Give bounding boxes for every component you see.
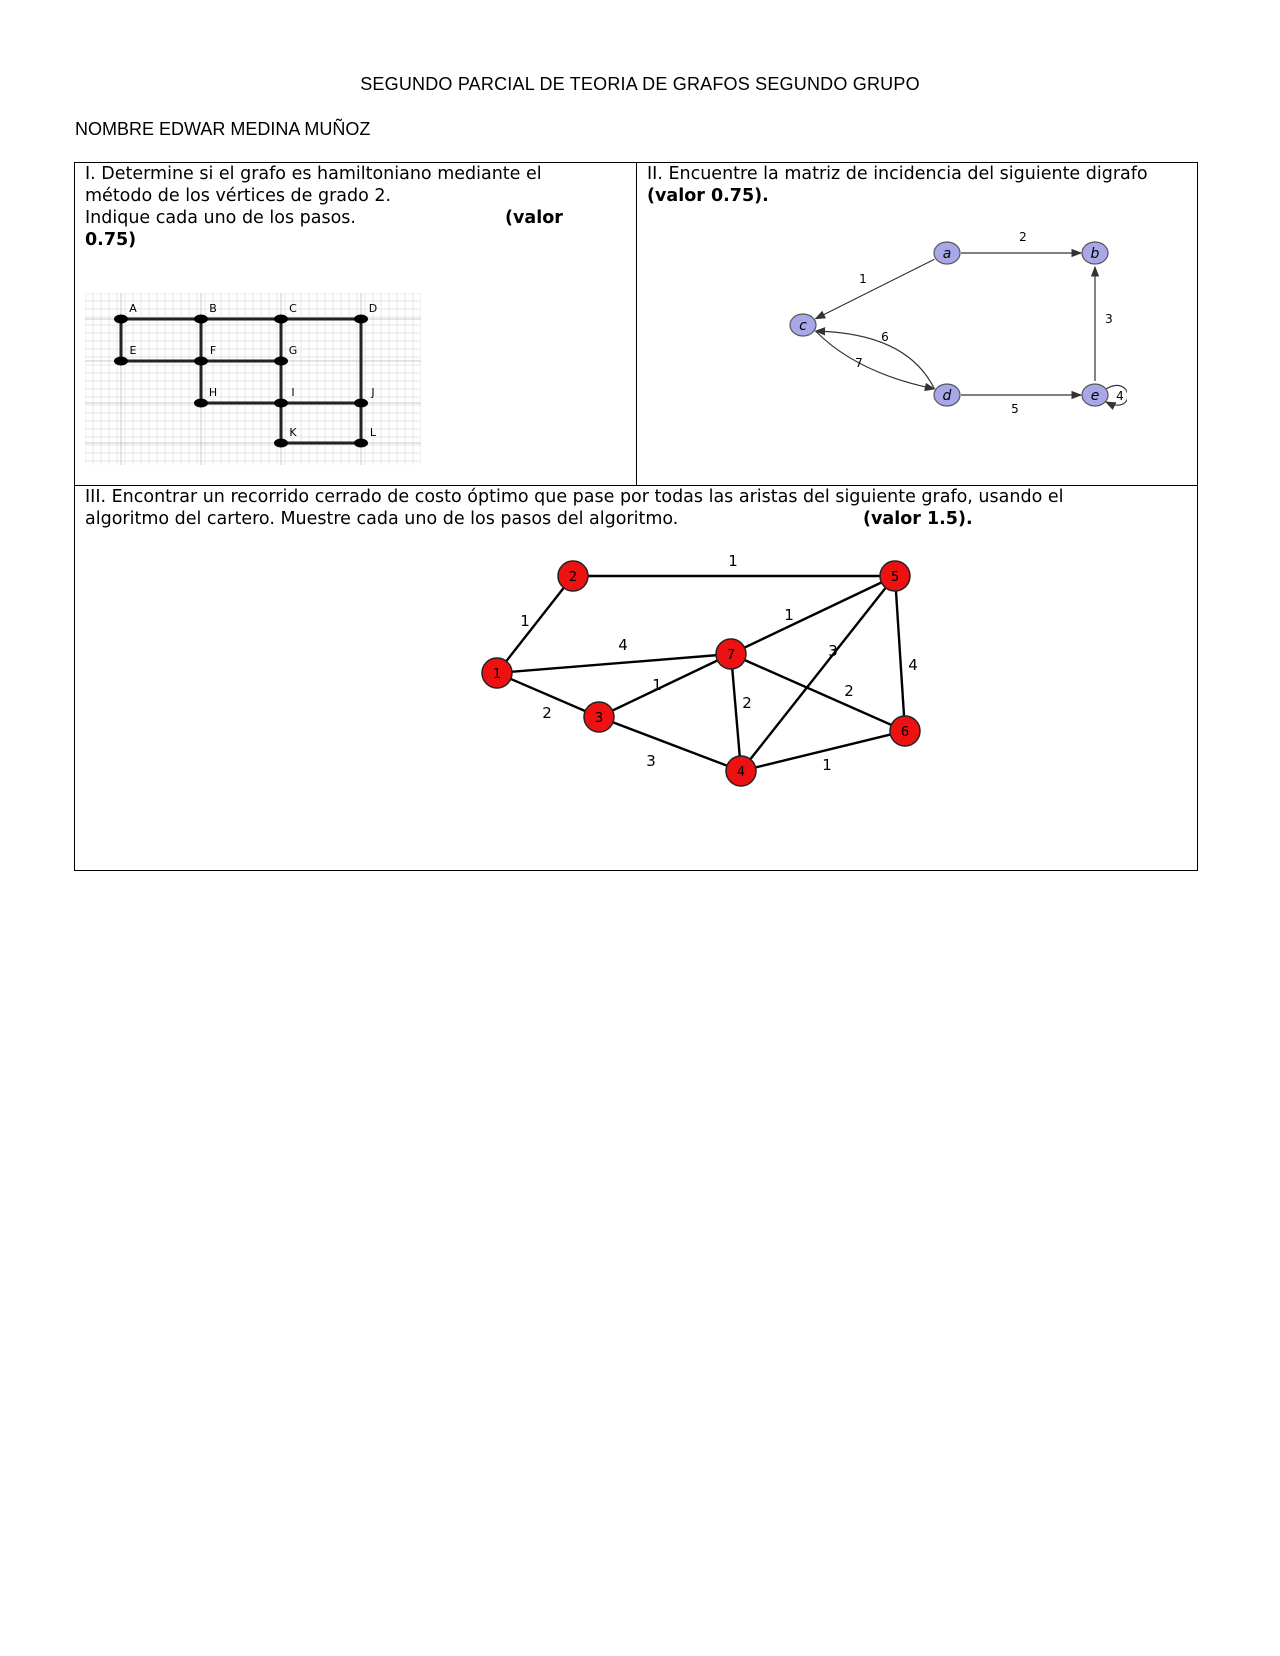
weighted-edge-label: 3 bbox=[828, 642, 838, 660]
weighted-edge-label: 2 bbox=[542, 704, 552, 722]
weighted-node-label: 6 bbox=[900, 725, 910, 740]
weighted-node-label: 1 bbox=[492, 667, 502, 682]
grid-vertex-label: I bbox=[291, 386, 295, 399]
weighted-node-label: 4 bbox=[736, 765, 746, 780]
grid-vertex bbox=[194, 357, 208, 366]
digraph-edge bbox=[816, 331, 935, 389]
digraph-edge-label: 1 bbox=[859, 272, 867, 286]
weighted-edge bbox=[731, 654, 905, 731]
weighted-edge bbox=[599, 717, 741, 771]
digraph-edge-label: 4 bbox=[1116, 389, 1124, 403]
q1-value-number: 0.75) bbox=[85, 230, 137, 250]
q2-line-1: II. Encuentre la matriz de incidencia del siguiente digrafo bbox=[647, 164, 1148, 184]
weighted-edge-label: 4 bbox=[908, 656, 918, 674]
grid-vertex bbox=[274, 399, 288, 408]
student-name: NOMBRE EDWAR MEDINA MUÑOZ bbox=[75, 119, 371, 139]
weighted-node-label: 7 bbox=[726, 648, 736, 663]
weighted-node-label: 5 bbox=[890, 570, 900, 585]
q1-line-2: método de los vértices de grado 2. bbox=[85, 186, 392, 206]
weighted-edge bbox=[731, 576, 895, 654]
weighted-graph-figure bbox=[375, 546, 955, 846]
q3-value: (valor 1.5). bbox=[863, 509, 973, 529]
exam-title: SEGUNDO PARCIAL DE TEORIA DE GRAFOS SEGUNDO GRUPO bbox=[360, 74, 920, 94]
weighted-edge-label: 2 bbox=[844, 682, 854, 700]
digraph-edge-label: 6 bbox=[881, 330, 889, 344]
digraph-node-label: b bbox=[1090, 246, 1100, 262]
grid-vertex-label: G bbox=[288, 344, 298, 357]
weighted-edge bbox=[497, 576, 573, 673]
digraph-node-label: e bbox=[1090, 388, 1100, 404]
weighted-edge-label: 1 bbox=[728, 552, 738, 570]
grid-vertex-label: L bbox=[369, 426, 377, 439]
weighted-edge-label: 1 bbox=[520, 612, 530, 630]
weighted-edge-label: 4 bbox=[618, 636, 628, 654]
grid-vertex bbox=[194, 315, 208, 324]
q3-line-1: III. Encontrar un recorrido cerrado de costo óptimo que pase por todas las aristas del siguiente grafo, usando el bbox=[85, 487, 1064, 507]
digraph-edge bbox=[816, 259, 935, 318]
grid-vertex-label: C bbox=[289, 302, 297, 315]
weighted-edge-label: 3 bbox=[646, 752, 656, 770]
grid-vertex bbox=[354, 439, 368, 448]
weighted-edge bbox=[895, 576, 905, 731]
grid-graph-figure bbox=[85, 293, 421, 465]
digraph-figure bbox=[707, 223, 1127, 423]
grid-vertex bbox=[274, 357, 288, 366]
q3-line-2: algoritmo del cartero. Muestre cada uno de los pasos del algoritmo. bbox=[85, 509, 679, 529]
q1-line-3: Indique cada uno de los pasos. bbox=[85, 208, 356, 228]
grid-vertex-label: F bbox=[209, 344, 217, 357]
question-3-box bbox=[74, 485, 1198, 871]
question-1-box bbox=[74, 162, 637, 486]
digraph-edge-label: 2 bbox=[1019, 230, 1027, 244]
grid-vertex bbox=[194, 399, 208, 408]
grid-vertex-label: H bbox=[208, 386, 218, 399]
grid-vertex-label: B bbox=[209, 302, 217, 315]
weighted-edge-label: 2 bbox=[742, 694, 752, 712]
grid-vertex-label: E bbox=[129, 344, 137, 357]
grid-vertex bbox=[354, 315, 368, 324]
weighted-node-label: 3 bbox=[594, 711, 604, 726]
grid-vertex-label: A bbox=[129, 302, 137, 315]
weighted-edge-label: 1 bbox=[822, 756, 832, 774]
digraph-nodes bbox=[790, 242, 1108, 406]
grid-vertex bbox=[114, 315, 128, 324]
grid-vertex bbox=[114, 357, 128, 366]
weighted-node-label: 2 bbox=[568, 570, 578, 585]
weighted-edge-label: 1 bbox=[784, 606, 794, 624]
grid-vertex-label: K bbox=[289, 426, 297, 439]
weighted-edge bbox=[731, 654, 741, 771]
q2-value: (valor 0.75). bbox=[647, 186, 769, 206]
grid-vertex bbox=[354, 399, 368, 408]
question-2-box bbox=[636, 162, 1198, 486]
grid-vertex-label: J bbox=[371, 386, 375, 399]
weighted-graph-edges bbox=[497, 552, 918, 774]
weighted-edge-label: 1 bbox=[652, 676, 662, 694]
grid-vertex bbox=[274, 439, 288, 448]
grid-vertex-label: D bbox=[368, 302, 378, 315]
q1-line-1: I. Determine si el grafo es hamiltoniano mediante el bbox=[85, 164, 542, 184]
q1-value-label: (valor bbox=[505, 208, 563, 228]
digraph-edge-label: 3 bbox=[1105, 312, 1113, 326]
digraph-edges bbox=[816, 230, 1127, 416]
digraph-edge-label: 5 bbox=[1011, 402, 1019, 416]
digraph-node-label: a bbox=[942, 246, 952, 262]
digraph-node-label: d bbox=[942, 388, 952, 404]
grid-vertex bbox=[274, 315, 288, 324]
grid-graph-nodes bbox=[114, 302, 377, 448]
weighted-edge bbox=[741, 576, 895, 771]
digraph-edge-label: 7 bbox=[855, 356, 863, 370]
digraph-node-label: c bbox=[799, 318, 807, 334]
